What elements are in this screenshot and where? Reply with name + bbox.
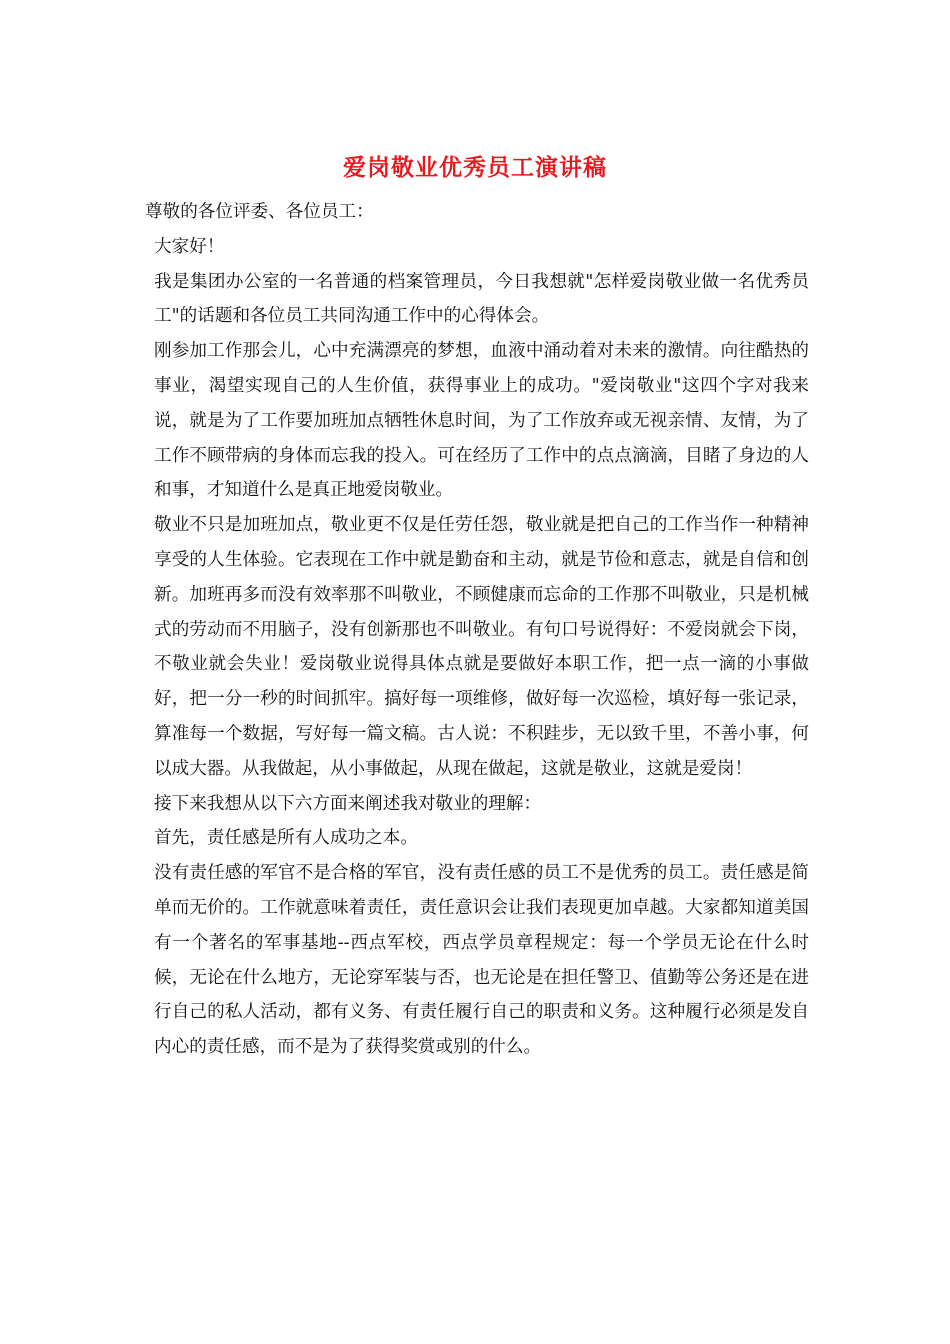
paragraph-intro: 我是集团办公室的一名普通的档案管理员，今日我想就"怎样爱岗敬业做一名优秀员工"的话题和各位员工共同沟通工作中的心得体会。 <box>154 271 809 327</box>
salutation: 尊敬的各位评委、各位员工： <box>145 202 374 222</box>
paragraph-responsibility: 没有责任感的军官不是合格的军官，没有责任感的员工不是优秀的员工。责任感是简单而无价的。工作就意味着责任，责任意识会让我们表现更加卓越。大家都知道美国有一个著名的军事基地--西点军校，西点学员章程规定：每一个学员无论在什么时候，无论在什么地方，无论穿军装与否，也无论是在担任警卫、值勤等公务还是在进行自己的私人活动，都有义务、有责任履行自己的职责和义务。这种履行必须是发自内心的责任感，而不是为了获得奖赏或别的什么。 <box>154 863 809 1058</box>
paragraph-dedication-meaning: 敬业不只是加班加点，敬业更不仅是任劳任怨，敬业就是把自己的工作当作一种精神享受的人生体验。它表现在工作中就是勤奋和主动，就是节俭和意志，就是自信和创新。加班再多而没有效率那不叫敬业，不顾健康而忘命的工作那不叫敬业，只是机械式的劳动而不用脑子，没有创新那也不叫敬业。有句口号说得好：不爱岗就会下岗，不敬业就会失业！爱岗敬业说得具体点就是要做好本职工作，把一点一滴的小事做好，把一分一秒的时间抓牢。搞好每一项维修，做好每一次巡检，填好每一张记录，算准每一个数据，写好每一篇文稿。古人说：不积跬步，无以致千里，不善小事，何以成大器。从我做起，从小事做起，从现在做起，这就是敬业，这就是爱岗！ <box>154 515 809 779</box>
paragraph-six-aspects: 接下来我想从以下六方面来阐述我对敬业的理解： <box>154 793 542 814</box>
document-body <box>145 195 809 1065</box>
paragraph-first-point: 首先，责任感是所有人成功之本。 <box>154 828 418 849</box>
document-title: 爱岗敬业优秀员工演讲稿 <box>343 154 607 181</box>
paragraph-greeting: 大家好！ <box>154 236 225 257</box>
paragraph-early-career: 刚参加工作那会儿，心中充满漂亮的梦想，血液中涌动着对未来的激情。向往酷热的事业，渴望实现自己的人生价值，获得事业上的成功。"爱岗敬业"这四个字对我来说，就是为了工作要加班加点牺牲休息时间，为了工作放弃或无视亲情、友情，为了工作不顾带病的身体而忘我的投入。可在经历了工作中的点点滴滴，目睹了身边的人和事，才知道什么是真正地爱岗敬业。 <box>154 341 809 501</box>
